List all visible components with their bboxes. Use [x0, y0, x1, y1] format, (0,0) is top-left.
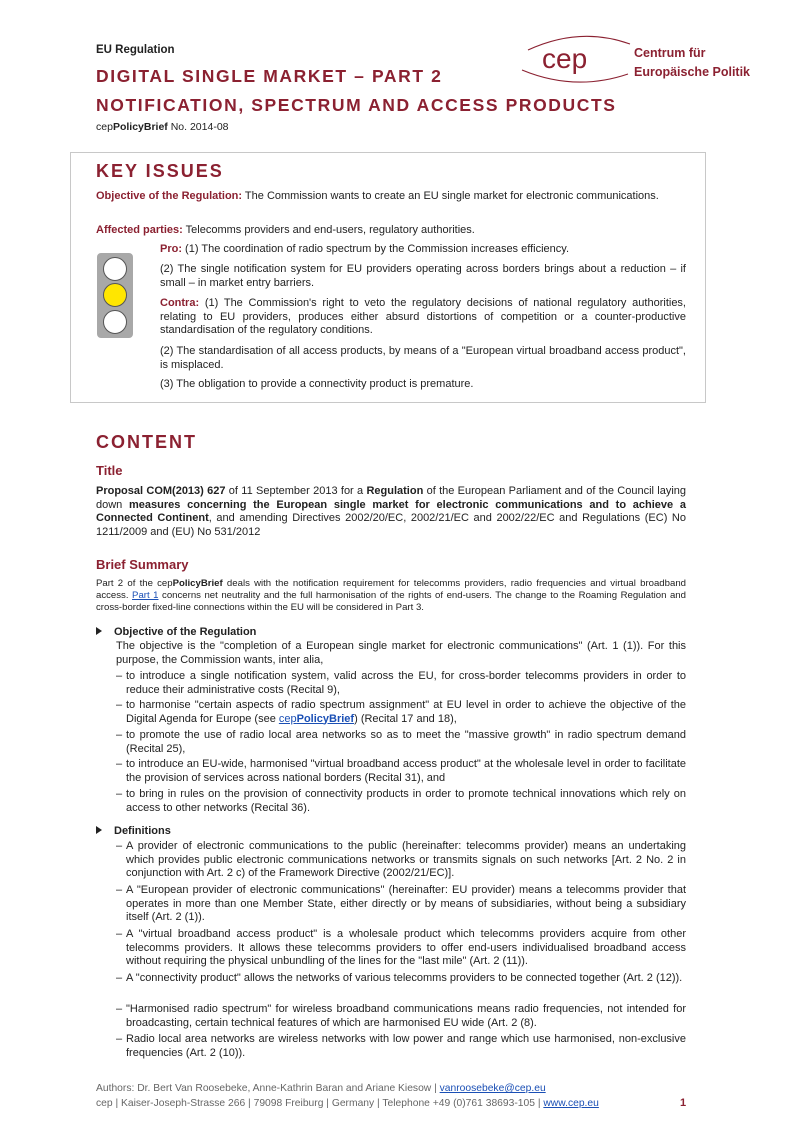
footer-address-text: cep | Kaiser-Joseph-Strasse 266 | 79098 Freiburg | Germany | Telephone +49 (0)761 38693-105 |	[96, 1098, 544, 1109]
proposal-text-2: of the European Parliament and of the Council laying down	[96, 485, 687, 511]
list-item	[116, 1003, 686, 1030]
proposal-regulation: Regulation	[366, 485, 424, 497]
pro-1-text: (1) The coordination of radio spectrum by the Commission increases efficiency.	[182, 243, 570, 255]
summary-bold: PolicyBrief	[172, 578, 223, 589]
dash-bullet: –	[116, 972, 123, 984]
dash-bullet: –	[116, 670, 123, 682]
pro-1	[160, 243, 686, 257]
list-item-text: to promote the use of radio local area networks so as to meet the "massive growth" in radio spectrum demand (Recital 25),	[126, 729, 686, 755]
traffic-light-icon	[97, 253, 133, 338]
policybrief-number	[96, 121, 229, 133]
org-name	[634, 44, 750, 82]
pro-label: Pro:	[160, 243, 182, 255]
affected-text: Telecomms providers and end-users, regulatory authorities.	[182, 224, 475, 236]
dash-bullet: –	[116, 1033, 123, 1045]
regulation-kicker: EU Regulation	[96, 44, 175, 56]
dash-bullet: –	[116, 884, 123, 896]
dash-bullet: –	[116, 758, 123, 770]
list-item	[116, 788, 686, 815]
list-item-text: to introduce a single notification system, valid across the EU, for cross-border telecomms providers in order to reduce their administrative costs (Recital 9),	[126, 670, 686, 696]
objective-paragraph	[96, 190, 686, 204]
title-subheading: Title	[96, 463, 123, 478]
footer-authors	[96, 1083, 546, 1094]
list-item-text: A "virtual broadband access product" is a wholesale product which telecomms providers acquire from other telecomms providers. It allows these telecomms providers to offer end-users individualised broadband access without requiring the physical unbundling of the lines for the "last mile" (Art. 2 (11)).	[126, 928, 686, 967]
brief-summary-paragraph	[96, 578, 686, 614]
dash-bullet: –	[116, 1003, 123, 1015]
summary-text-3: concerns net neutrality and the full harmonisation of the rights of end-users. The change to the Roaming Regulation and cross-border fixed-line connections within the EU will be considered in Part 3.	[96, 590, 686, 613]
cep-policybrief-link[interactable]	[279, 713, 354, 725]
triangle-bullet-icon	[96, 627, 102, 635]
pro-2: (2) The single notification system for EU providers operating across borders brings about a reduction – if small – in market entry barriers.	[160, 263, 686, 289]
definitions-section-title	[96, 825, 171, 837]
website-link[interactable]: www.cep.eu	[543, 1098, 599, 1109]
org-name-line-1: Centrum für	[634, 46, 706, 60]
key-issues-heading: KEY ISSUES	[96, 161, 224, 181]
page-number: 1	[680, 1097, 687, 1109]
list-item-text: to bring in rules on the provision of connectivity products in order to promote technical innovations which rely on access to other networks (Recital 36).	[126, 788, 686, 814]
objective-intro: The objective is the "completion of a European single market for electronic communications" (Art. 1 (1)). For this purpose, the Commission wants, inter alia,	[116, 640, 686, 666]
page-title-line-2: NOTIFICATION, SPECTRUM AND ACCESS PRODUCTS	[96, 95, 617, 115]
dash-bullet: –	[116, 840, 123, 852]
list-item	[116, 670, 686, 697]
item2-text-2: ) (Recital 17 and 18),	[354, 712, 457, 725]
traffic-light-green-lamp	[103, 310, 127, 334]
dash-bullet: –	[116, 928, 123, 940]
objective-section-title-text: Objective of the Regulation	[114, 626, 257, 638]
list-item-text: A "connectivity product" allows the networks of various telecomms providers to be connected together (Art. 2 (12)).	[126, 972, 683, 984]
triangle-bullet-icon	[96, 826, 102, 834]
list-item	[116, 840, 686, 881]
contra-2: (2) The standardisation of all access products, by means of a "European virtual broadband access product", is misplaced.	[160, 345, 686, 371]
list-item-text: A provider of electronic communications to the public (hereinafter: telecomms provider) means an undertaking which provides public electronic communications networks or transmits signals on such networks [Art. 2 No. 2 in conjunction with Art. 2 c) of the Framework Directive (2002/21/EC)].	[126, 840, 686, 879]
proposal-paragraph	[96, 485, 686, 539]
brief-prefix: cep	[96, 121, 113, 133]
summary-text-2: deals with the notification requirement for telecomms providers, radio frequencies and virtual broadband access.	[96, 578, 686, 601]
cep-logo-text: cep	[542, 43, 588, 74]
proposal-text-3: , and amending Directives 2002/20/EC, 2002/21/EC and 2002/22/EC and Regulations (EC) No 1211/2009 and (EU) No 531/2012	[96, 512, 686, 538]
item2-text-1: to harmonise "certain aspects of radio spectrum assignment" at EU level in order to achieve the objective of the Digital Agenda for Europe (see	[126, 699, 686, 725]
list-item	[116, 928, 686, 969]
affected-parties-paragraph	[96, 224, 686, 238]
list-item	[116, 1033, 686, 1060]
page-title-line-1: DIGITAL SINGLE MARKET – PART 2	[96, 66, 443, 86]
contra-label: Contra:	[160, 297, 200, 309]
brief-no: No. 2014-08	[167, 121, 229, 133]
part-1-link[interactable]: Part 1	[132, 590, 159, 601]
footer-address	[96, 1098, 599, 1109]
proposal-id: Proposal COM(2013) 627	[96, 485, 226, 497]
list-item	[116, 729, 686, 756]
definitions-section-title-text: Definitions	[114, 825, 171, 837]
author-email-link[interactable]: vanroosebeke@cep.eu	[439, 1083, 546, 1094]
list-item-text: to introduce an EU-wide, harmonised "virtual broadband access product" at the wholesale level in order to facilitate the provision of services across national borders (Recital 31), and	[126, 758, 686, 784]
content-heading: CONTENT	[96, 432, 197, 452]
list-item-text	[126, 699, 686, 726]
link-prefix: cep	[278, 712, 297, 725]
list-item	[116, 884, 686, 925]
list-item-text: Radio local area networks are wireless networks with low power and range which use harmonised, non-exclusive frequencies (Art. 2 (10)).	[126, 1033, 686, 1059]
list-item	[116, 972, 686, 986]
list-item-text: A "European provider of electronic communications" (hereinafter: EU provider) means a telecomms provider that operates in more than one Member State, either directly or by means of subsidiaries, without being a subsidiary itself (Art. 2 (1)).	[126, 884, 686, 923]
affected-label: Affected parties:	[96, 224, 183, 236]
contra-1-text: (1) The Commission's right to veto the regulatory decisions of national regulatory authorities, relating to EU providers, produces either absurd distortions of competition or a counter-productive standardisation of the regulatory conditions.	[160, 297, 686, 336]
brief-bold: PolicyBrief	[112, 121, 168, 133]
link-bold: PolicyBrief	[296, 712, 355, 725]
dash-bullet: –	[116, 699, 123, 711]
proposal-measures: measures concerning the European single market for electronic communications and to achieve a Connected Continent	[96, 498, 686, 524]
traffic-light-yellow-lamp	[103, 283, 127, 307]
objective-label: Objective of the Regulation:	[96, 190, 243, 202]
list-item	[116, 758, 686, 785]
summary-text-1: Part 2 of the cep	[96, 578, 173, 589]
objective-section-title	[96, 626, 256, 638]
traffic-light-red-lamp	[103, 257, 127, 281]
footer-authors-text: Authors: Dr. Bert Van Roosebeke, Anne-Kathrin Baran and Ariane Kiesow |	[96, 1083, 440, 1094]
org-name-line-2: Europäische Politik	[634, 65, 751, 79]
brief-summary-subheading: Brief Summary	[96, 557, 189, 572]
proposal-text-1: of 11 September 2013 for a	[225, 485, 367, 497]
dash-bullet: –	[116, 788, 123, 800]
contra-3: (3) The obligation to provide a connectivity product is premature.	[160, 378, 474, 390]
list-item	[116, 699, 686, 726]
list-item-text: "Harmonised radio spectrum" for wireless broadband communications means radio frequencies, not intended for broadcasting, certain technical features of which are harmonised EU wide (Art. 2 (8).	[126, 1003, 686, 1029]
dash-bullet: –	[116, 729, 123, 741]
contra-1	[160, 297, 686, 338]
objective-text: The Commission wants to create an EU single market for electronic communications.	[242, 190, 659, 202]
